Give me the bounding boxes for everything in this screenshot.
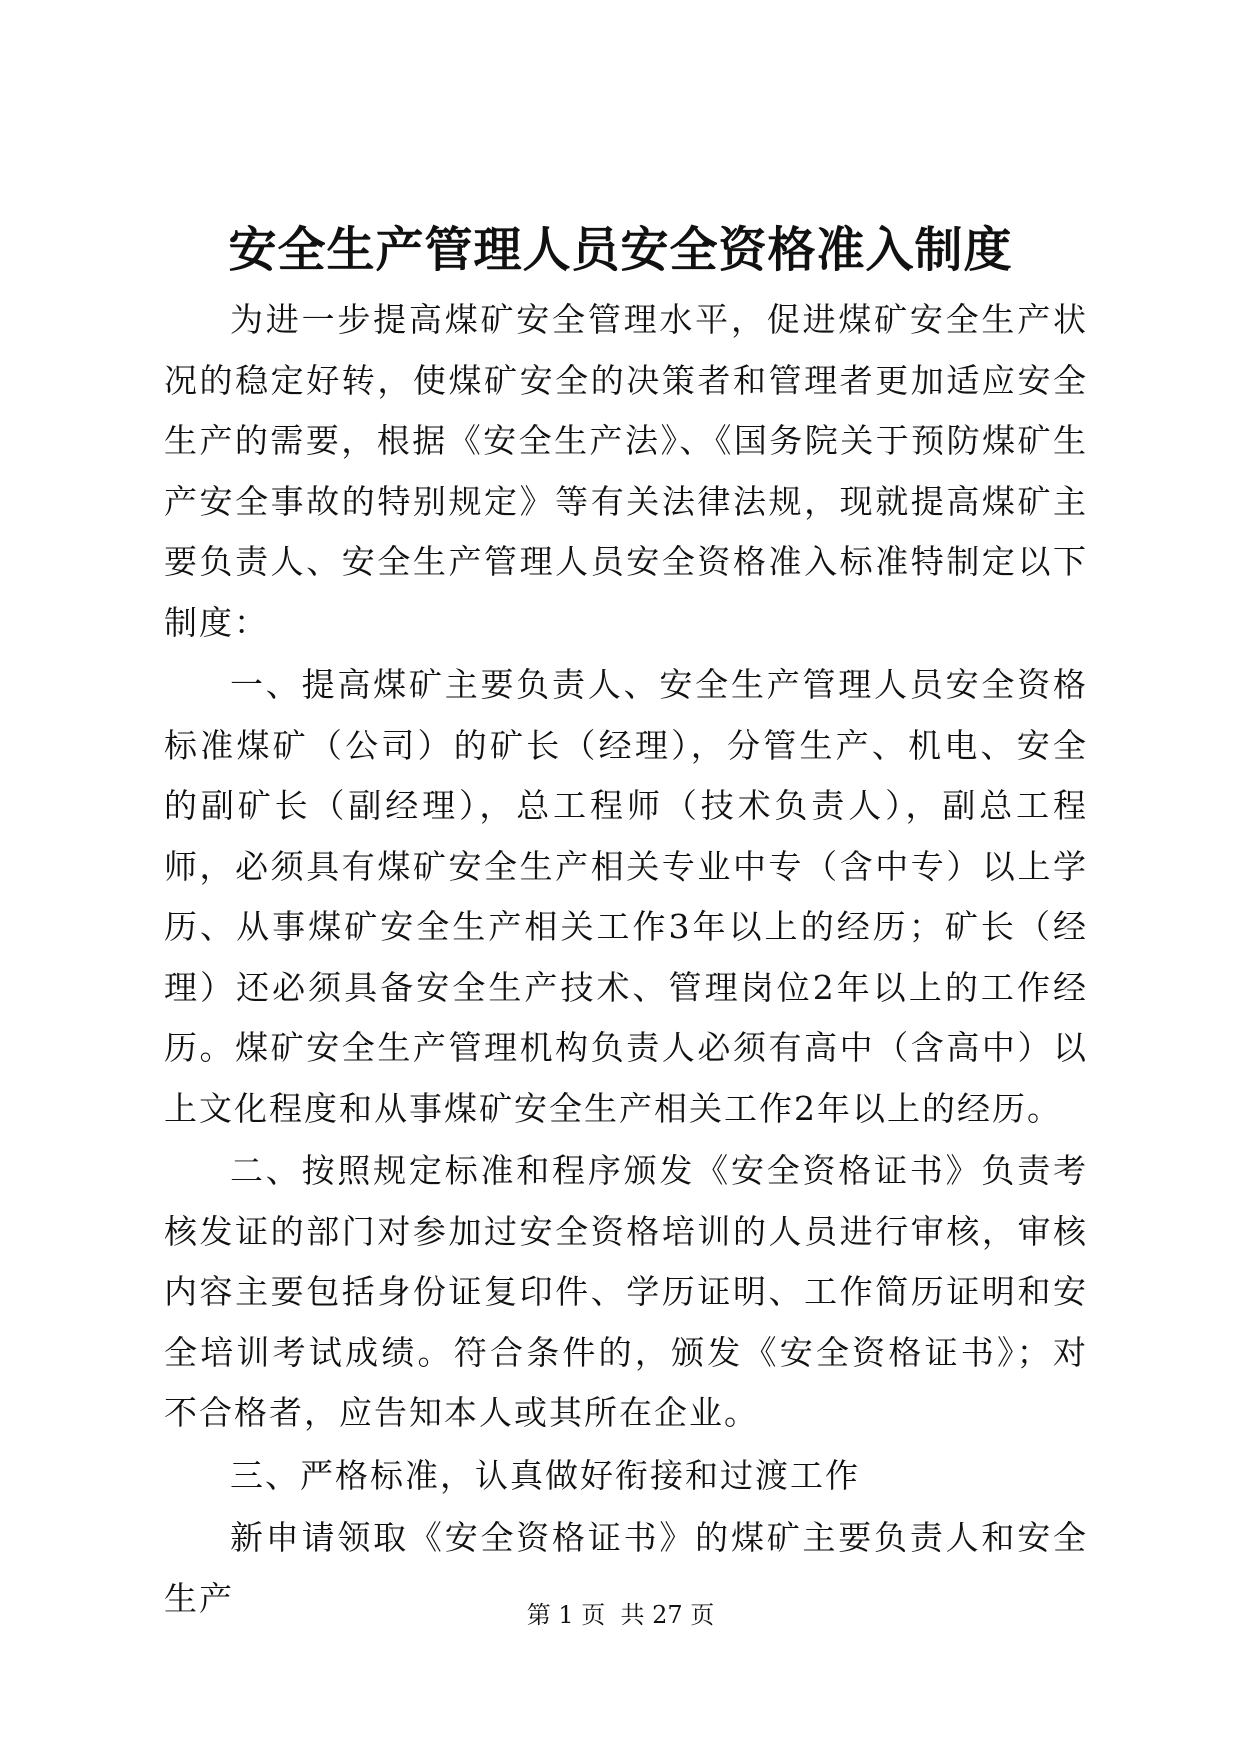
paragraph-section-3-heading: 三、严格标准，认真做好衔接和过渡工作 — [230, 1455, 860, 1495]
paragraph-section-3-body: 新申请领取《安全资格证书》的煤矿主要负责人和安全生产 — [164, 1518, 1088, 1618]
paragraph-section-1: 一、提高煤矿主要负责人、安全生产管理人员安全资格标准煤矿（公司）的矿长（经理），分管生产、机电、安全的副矿长（副经理），总工程师（技术负责人），副总工程师，必须具有煤矿安全生产相关专业中专（含中专）以上学历、从事煤矿安全生产相关工作3年以上的经历；矿长（经理）还必须具备安全生产技术、管理岗位2年以上的工作经历。煤矿安全生产管理机构负责人必须有高中（含高中）以上文化程度和从事煤矿安全生产相关工作2年以上的经历。 — [164, 665, 1088, 1128]
paragraph-intro: 为进一步提高煤矿安全管理水平，促进煤矿安全生产状况的稳定好转，使煤矿安全的决策者和管理者更加适应安全生产的需要，根据《安全生产法》、《国务院关于预防煤矿生产安全事故的特别规定》等有关法律法规，现就提高煤矿主要负责人、安全生产管理人员安全资格准入标准特制定以下制度： — [164, 300, 1088, 642]
document-title: 安全生产管理人员安全资格准入制度 — [228, 222, 1013, 278]
document-body — [164, 290, 1088, 1629]
paragraph-section-2: 二、按照规定标准和程序颁发《安全资格证书》负责考核发证的部门对参加过安全资格培训的人员进行审核，审核内容主要包括身份证复印件、学历证明、工作简历证明和安全培训考试成绩。符合条件的，颁发《安全资格证书》；对不合格者，应告知本人或其所在企业。 — [164, 1151, 1088, 1432]
page-footer: 第 1 页 共 27 页 — [526, 1601, 715, 1629]
